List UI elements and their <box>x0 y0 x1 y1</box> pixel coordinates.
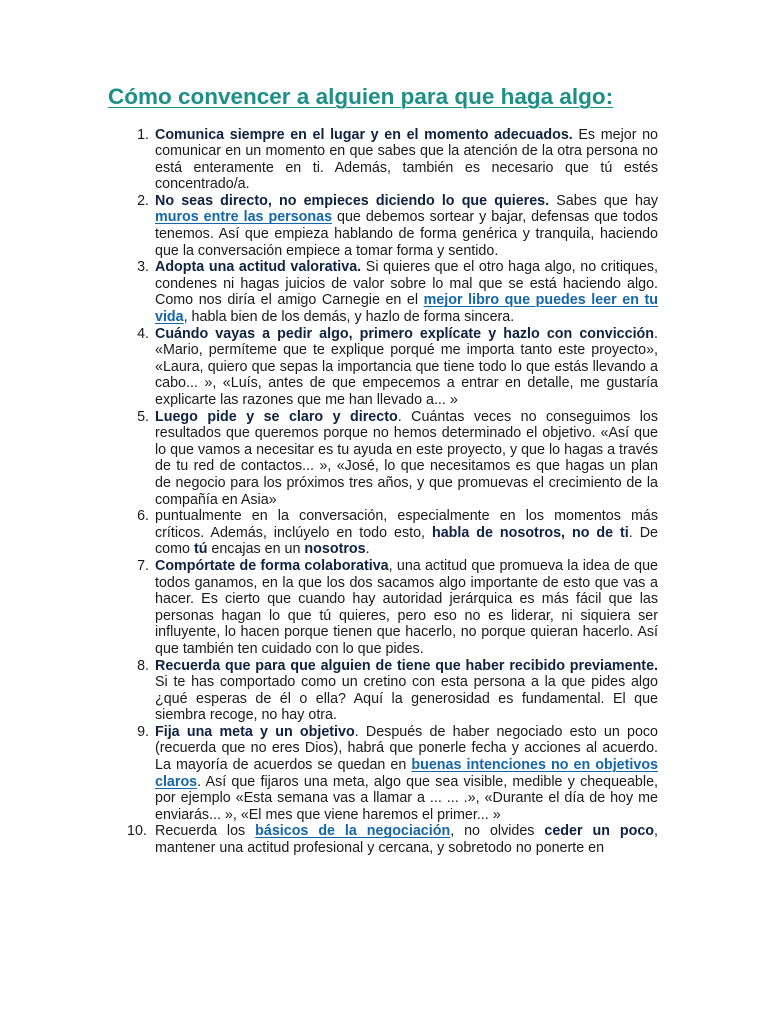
list-item <box>0 409 658 509</box>
bold-text: tú <box>193 541 208 558</box>
list-item <box>0 558 658 658</box>
list-item <box>0 259 658 325</box>
body-text: Es mejor no comunicar en un momento en que sabes que la atención de la otra persona no está enteramente en ti. Además, también es necesario que tú estés concentrado/a. <box>155 126 658 193</box>
body-text: que debemos sortear y bajar, defensas que todos tenemos. Así que empieza hablando de forma genérica y tranquila, haciendo que la conversación empiece a tomar forma y sentido. <box>155 209 658 259</box>
bold-text: Cuándo vayas a pedir algo, primero explícate y hazlo con convicción <box>155 325 655 342</box>
list-item-number: 10. <box>127 823 147 840</box>
body-text: Recuerda los <box>155 823 256 840</box>
bold-text: nosotros <box>304 541 366 558</box>
body-text: Si te has comportado como un cretino con esta persona a la que pides algo ¿qué esperas de él o ella? Aquí la generosidad es fundamental. El que siembra recoge, no hay otra. <box>155 674 658 724</box>
list-item <box>0 823 658 856</box>
list-item <box>0 326 658 409</box>
body-text: , mantener una actitud profesional y cercana, y sobretodo no ponerte en <box>155 823 659 857</box>
bold-text: Comunica siempre en el lugar y en el momento adecuados. <box>155 126 573 143</box>
inline-link[interactable]: básicos de la negociación <box>255 823 451 840</box>
page-title: Cómo convencer a alguien para que haga algo: <box>108 84 614 109</box>
bold-text: Compórtate de forma colaborativa <box>155 557 389 574</box>
inline-link[interactable]: buenas intenciones no en objetivos claros <box>155 757 659 790</box>
list-item-number: 6. <box>137 508 149 525</box>
list-item <box>0 724 658 824</box>
list-item-text <box>155 508 658 558</box>
list-item-number: 7. <box>137 557 149 574</box>
inline-link[interactable]: mejor libro que puedes leer en tu vida <box>155 292 658 326</box>
bold-text: ceder un poco <box>544 823 655 840</box>
list-item-number: 5. <box>137 408 149 425</box>
body-text: Si quieres que el otro haga algo, no critiques, condenes ni hagas juicios de valor sobre lo mal que se está haciendo algo. Como nos diría el amigo Carnegie en el <box>155 259 658 309</box>
list-item-number: 9. <box>137 723 149 740</box>
body-text: . «Mario, permíteme que te explique porqué me importa tanto este proyecto», «Laura, quiero que sepas la importancia que tiene todo lo que estás llevando a cabo... », «Luís, antes de que empecemos a entrar en detalle, me gustaría explicarte las razones que me han llevado a... » <box>155 325 658 408</box>
body-text: . <box>365 541 370 558</box>
list-item-number: 3. <box>137 259 149 276</box>
body-text: . Después de haber negociado esto un poco (recuerda que no eres Dios), habrá que ponerle fecha y acciones al acuerdo. La mayoría de acuerdos se quedan en <box>155 723 658 774</box>
numbered-list <box>0 127 658 857</box>
bold-text: Fija una meta y un objetivo <box>155 723 355 740</box>
body-text: . De como <box>155 524 658 558</box>
list-item <box>0 658 658 724</box>
list-item-number: 1. <box>137 126 149 143</box>
list-item-text <box>155 326 658 409</box>
bold-text: Recuerda que para que alguien de tiene que haber recibido previamente. <box>155 657 658 674</box>
bold-text: Adopta una actitud valorativa. <box>155 259 362 276</box>
list-item-text <box>155 193 658 259</box>
list-item <box>0 127 658 193</box>
list-item-number: 8. <box>137 657 149 674</box>
list-item <box>0 193 658 259</box>
body-text: , una actitud que promueva la idea de que todos ganamos, en la que los dos sacamos algo importante de esto que vas a hacer. Es cierto que cuando hay autoridad jerárquica es más fácil que las personas hagan lo que tú quieres, pero eso no es liderar, ni siquiera ser influyente, lo hacen porque tienen que hacerlo, no porque quieran hacerlo. Así que también ten cuidado con lo que pides. <box>155 557 658 657</box>
list-item-text <box>155 409 658 509</box>
list-item-text <box>155 259 658 325</box>
body-text: encajas en un <box>207 541 305 558</box>
body-text: , no olvides <box>450 823 545 840</box>
bold-text: No seas directo, no empieces diciendo lo que quieres. <box>155 192 550 209</box>
bold-text: Luego pide y se claro y directo <box>155 408 398 425</box>
list-item-number: 2. <box>137 192 149 209</box>
list-item-text <box>155 558 658 658</box>
inline-link[interactable]: muros entre las personas <box>155 209 333 226</box>
body-text: Sabes que hay <box>549 192 658 209</box>
body-text: puntualmente en la conversación, especialmente en los momentos más críticos. Además, inclúyelo en todo esto, <box>155 508 658 541</box>
body-text: . Cuántas veces no conseguimos los resultados que queremos porque no hemos determinado el objetivo. «Así que lo que vamos a necesitar es tu ayuda en este proyecto, y que lo hagas a través de tu red de contactos... », «José, lo que necesitamos es que hagas un plan de negocio para los próximos tres años, y que promuevas el crecimiento de la compañía en Asia» <box>155 408 659 508</box>
list-item-text <box>155 127 658 193</box>
body-text: . Así que fijaros una meta, algo que sea visible, medible y chequeable, por ejemplo «Esta semana vas a llamar a ... ... .», «Durante el día de hoy me enviarás... », «El mes que viene haremos el primer... » <box>155 773 658 823</box>
list-item-text <box>155 724 658 824</box>
list-item-number: 4. <box>137 325 149 342</box>
body-text: , habla bien de los demás, y hazlo de forma sincera. <box>183 309 515 326</box>
list-item-text <box>155 658 658 724</box>
list-item <box>0 508 658 558</box>
bold-text: habla de nosotros, no de ti <box>431 524 629 541</box>
